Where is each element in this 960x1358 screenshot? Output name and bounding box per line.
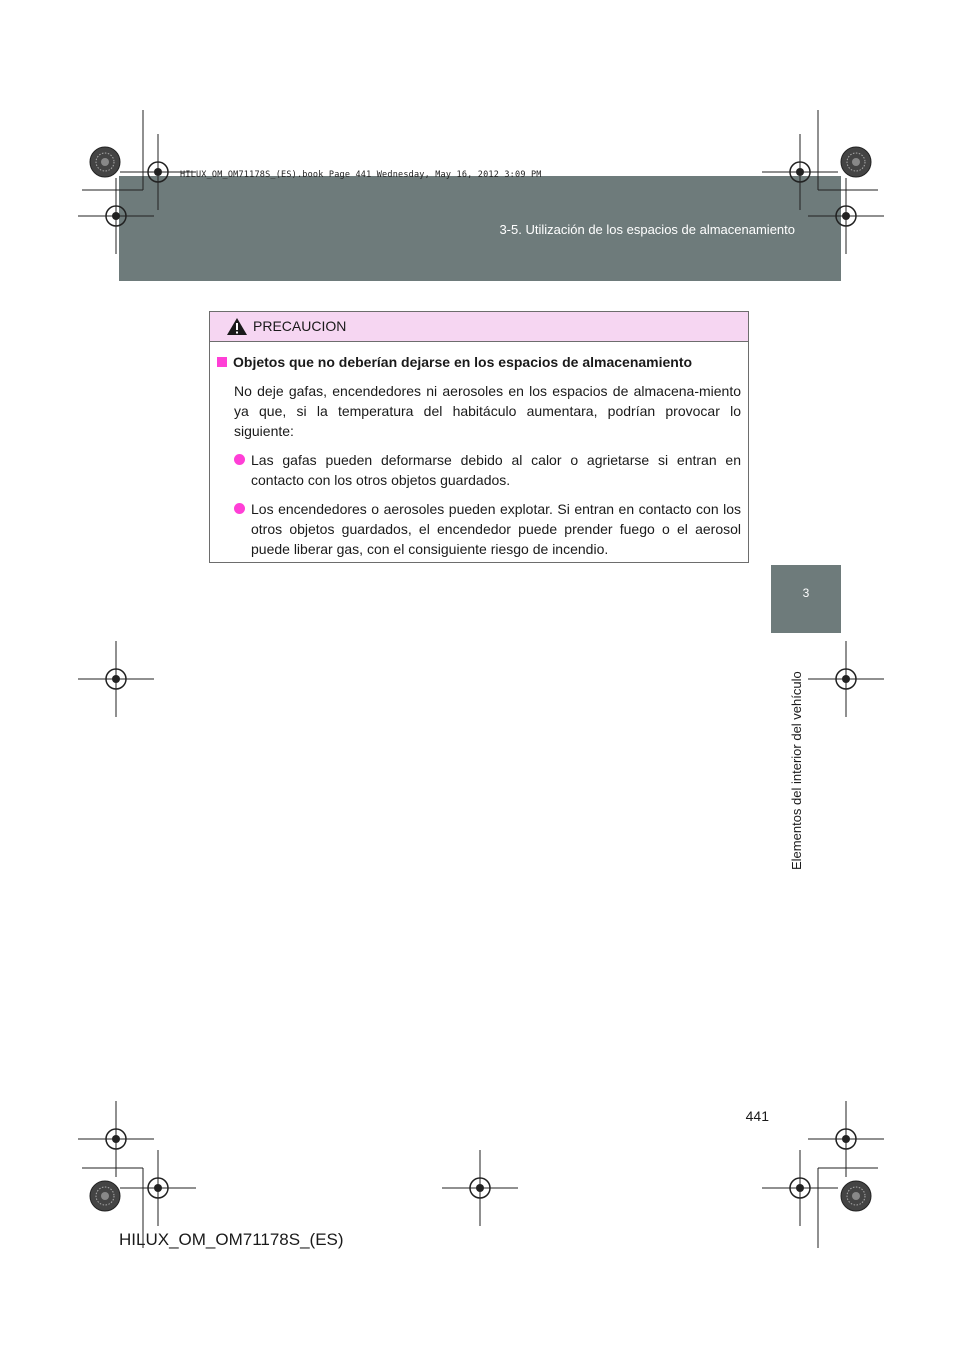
chapter-label: Elementos del interior del vehículo: [789, 671, 804, 870]
list-item-text: Los encendedores o aerosoles pueden explotar. Si entran en contacto con los otros objetos guardados, el encendedor puede prender fuego o el aerosol puede liberar gas, con el consiguiente riesgo de incendio.: [251, 501, 741, 557]
caution-title: PRECAUCION: [253, 318, 347, 334]
section-title: 3-5. Utilización de los espacios de almacenamiento: [499, 222, 795, 237]
file-stamp: HILUX_OM_OM71178S_(ES).book Page 441 Wednesday, May 16, 2012 3:09 PM: [180, 170, 542, 180]
caution-intro: No deje gafas, encendedores ni aerosoles en los espacios de almacena-miento ya que, si la temperatura del habitáculo aumentara, podrían provocar lo siguiente:: [234, 383, 741, 439]
page-number: 441: [745, 1108, 769, 1124]
chapter-number: 3: [802, 586, 810, 600]
list-item-text: Las gafas pueden deformarse debido al calor o agrietarse si entran en contacto con los otros objetos guardados.: [251, 452, 741, 488]
document-code: HILUX_OM_OM71178S_(ES): [119, 1230, 344, 1249]
caution-heading-text: Objetos que no deberían dejarse en los espacios de almacenamiento: [233, 354, 693, 370]
